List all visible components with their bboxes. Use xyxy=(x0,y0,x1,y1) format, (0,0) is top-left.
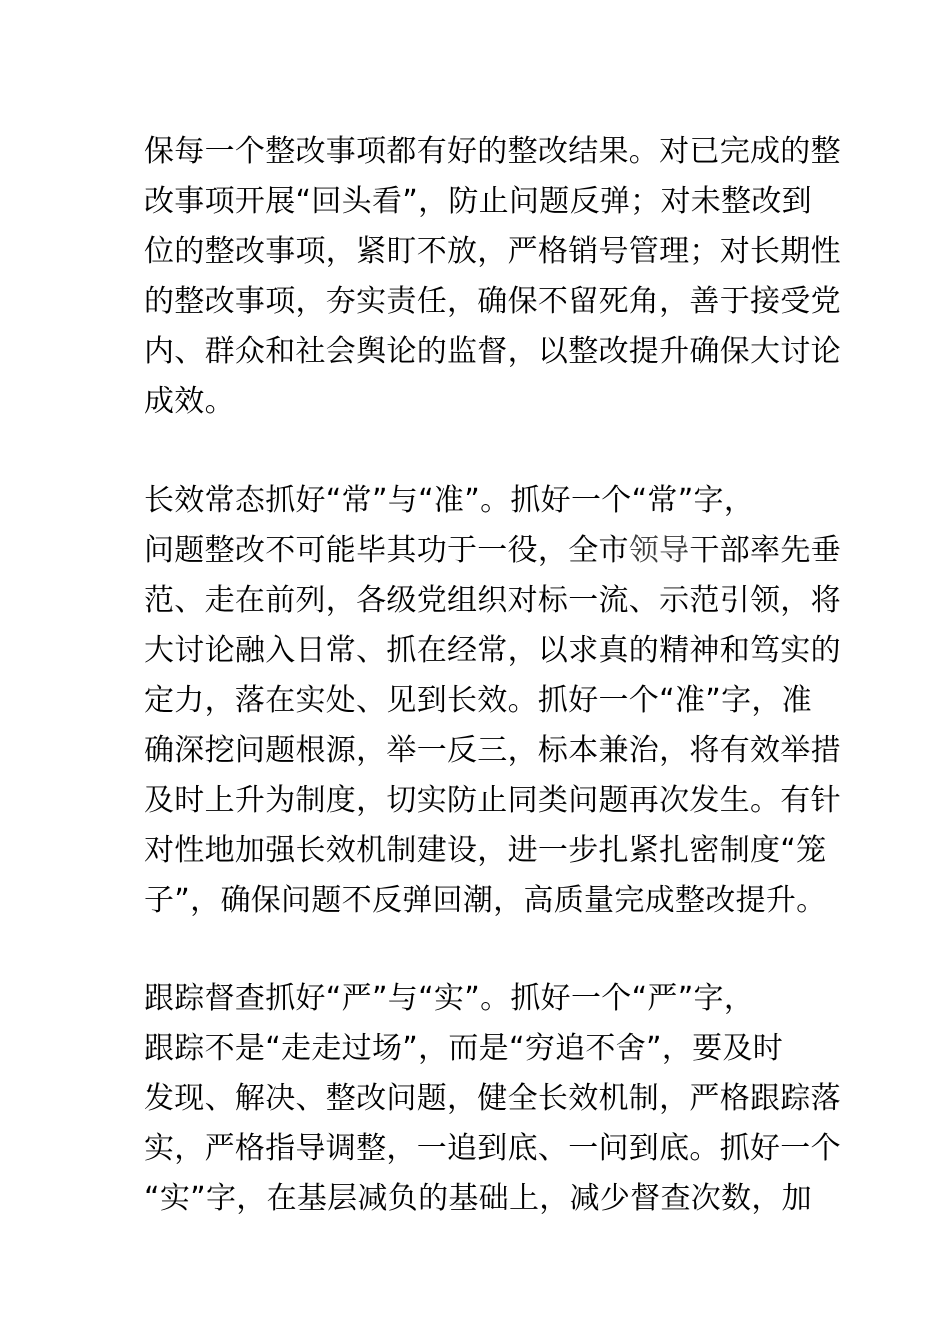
text-line: 对性地加强长效机制建设，进一步扎紧扎密制度“笼 xyxy=(144,833,827,868)
text-line: 发现、解决、整改问题，健全长效机制，严格跟踪落 xyxy=(144,1081,841,1116)
text-line: 实，严格指导调整，一追到底、一问到底。抓好一个 xyxy=(144,1131,841,1166)
text-line: 成效。 xyxy=(144,384,235,419)
text-segment: 问题整改不可能毕其功于一役，全市 xyxy=(144,533,629,568)
text-line: 位的整改事项，紧盯不放，严格销号管理；对长期性 xyxy=(144,234,841,269)
text-line: 内、群众和社会舆论的监督，以整改提升确保大讨论 xyxy=(144,334,841,369)
text-line: 范、走在前列，各级党组织对标一流、示范引领，将 xyxy=(144,583,841,618)
text-segment: 干部率先垂 xyxy=(689,533,841,568)
text-line: 改事项开展“回头看”，防止问题反弹；对未整改到 xyxy=(144,184,812,219)
text-line: 确深挖问题根源，举一反三，标本兼治，将有效举措 xyxy=(144,733,841,768)
paragraph-heading-line: 跟踪督查抓好“严”与“实”。抓好一个“严”字， xyxy=(144,981,755,1016)
text-line: “实”字，在基层减负的基础上，减少督查次数，加 xyxy=(144,1181,812,1216)
text-line: 及时上升为制度，切实防止同类问题再次发生。有针 xyxy=(144,783,841,818)
text-line: 跟踪不是“走走过场”，而是“穷追不舍”，要及时 xyxy=(144,1031,784,1066)
text-line: 的整改事项，夯实责任，确保不留死角，善于接受党 xyxy=(144,284,841,319)
text-line xyxy=(144,526,841,576)
text-line: 子”，确保问题不反弹回潮，高质量完成整改提升。 xyxy=(144,883,827,918)
text-line: 大讨论融入日常、抓在经常，以求真的精神和笃实的 xyxy=(144,633,841,668)
text-line: 保每一个整改事项都有好的整改结果。对已完成的整 xyxy=(144,134,841,169)
leader-link[interactable]: 领导 xyxy=(628,533,690,568)
text-line: 定力，落在实处、见到长效。抓好一个“准”字，准 xyxy=(144,683,812,718)
paragraph-heading-line: 长效常态抓好“常”与“准”。抓好一个“常”字， xyxy=(144,483,755,518)
